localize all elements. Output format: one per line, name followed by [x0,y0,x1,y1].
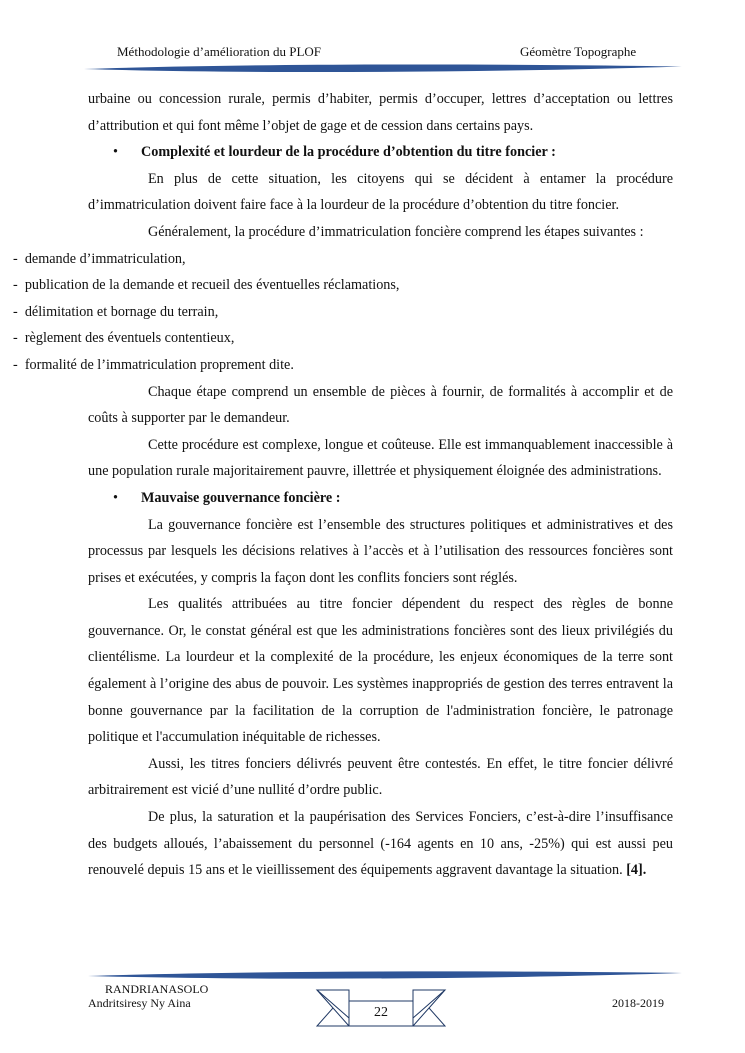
section-heading-governance: • Mauvaise gouvernance foncière : [88,485,673,512]
paragraph: De plus, la saturation et la paupérisation des Services Fonciers, c’est-à-dire l’insuffisance des budgets alloués, l’abaissement du personnel (-164 agents en 10 ans, -25%) qui est aussi peu renouvelé depuis 15 ans et le vieillissement des équipements aggravent davantage la situation. [4]. [88,809,673,879]
page-number: 22 [374,1005,388,1020]
list-item: - délimitation et bornage du terrain, [13,303,219,320]
author-given-name: Andritsiresy Ny Aina [88,996,191,1010]
list-item: - demande d’immatriculation, [13,250,186,267]
paragraph: Les qualités attribuées au titre foncier dépendent du respect des règles de bonne gouvernance. Or, le constat général est que les administrations foncières sont des lieux privilégiés du clientélisme. La lourdeur et la complexité de la procédure, les enjeux économiques de la terre sont également à l’origine des abus de pouvoir. Les systèmes inappropriés de gestion des terres entravent la bonne gouvernance par la facilitation de la corruption de l'administration foncière, le patronage politique et l'accumulation inéquitable de richesses. [88,596,673,746]
paragraph: Cette procédure est complexe, longue et coûteuse. Elle est immanquablement inaccessible à une population rurale majoritairement pauvre, illettrée et physiquement éloignée des administrations. [88,436,673,480]
author-surname: RANDRIANASOLO [105,982,209,996]
academic-year: 2018-2019 [612,996,664,1010]
list-item: - publication de la demande et recueil des éventuelles réclamations, [13,277,400,294]
list-item: - règlement des éventuels contentieux, [13,330,235,347]
citation-reference: [4]. [626,862,647,879]
paragraph: urbaine ou concession rurale, permis d’habiter, permis d’occuper, lettres d’acceptation ou lettres d’attribution et qui font même l’objet de gage et de cession dans certains pays. [88,91,673,134]
paragraph: Aussi, les titres fonciers délivrés peuvent être contestés. En effet, le titre foncier délivré arbitrairement est vicié d’une nullité d’ordre public. [88,755,673,799]
paragraph: Généralement, la procédure d’immatriculation foncière comprend les étapes suivantes : [148,223,644,240]
header-discipline: Géomètre Topographe [520,44,637,59]
header-title: Méthodologie d’amélioration du PLOF [117,44,322,59]
bullet-icon: • [113,144,118,161]
section-heading-complexity: • Complexité et lourdeur de la procédure d’obtention du titre foncier : [88,139,673,166]
paragraph: La gouvernance foncière est l’ensemble des structures politiques et administratives et des processus par lesquels les décisions relatives à l’accès et à l’utilisation des ressources foncières sont prises et exécutées, y compris la façon dont les conflits fonciers sont réglés. [88,516,673,586]
paragraph: En plus de cette situation, les citoyens qui se décident à entamer la procédure d’immatriculation doivent faire face à la lourdeur de la procédure d’obtention du titre foncier. [88,170,673,214]
list-item: - formalité de l’immatriculation proprement dite. [13,356,294,373]
paragraph: Chaque étape comprend un ensemble de pièces à fournir, de formalités à accomplir et de coûts à supporter par le demandeur. [88,383,673,427]
bullet-icon: • [113,489,118,506]
